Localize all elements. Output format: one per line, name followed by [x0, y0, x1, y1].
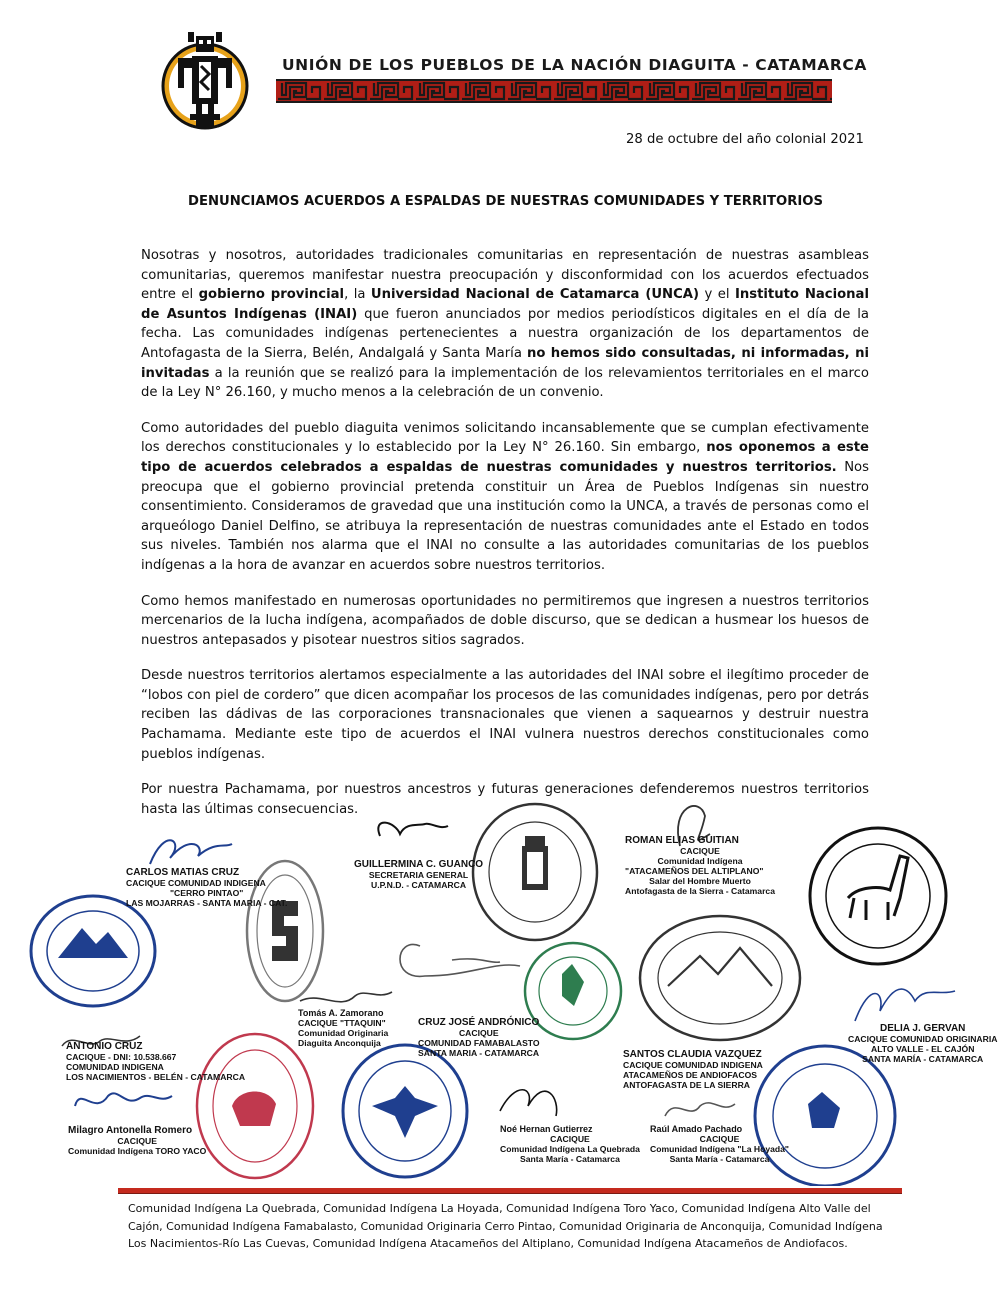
stamp-cerro-pintao	[31, 896, 155, 1006]
signature-zamorano-scribble	[300, 992, 392, 1002]
signature-block-antonio-cruz: ANTONIO CRUZ CACIQUE - DNI: 10.538.667 COMUNIDAD INDIGENA LOS NACIMIENTOS - BELÉN - CATAMARCA	[66, 1041, 246, 1082]
signature-romero-scribble	[75, 1093, 172, 1106]
stamp-unpnd	[473, 804, 597, 940]
stamp-nacion-diaguita	[810, 828, 946, 964]
paragraph-5: Por nuestra Pachamama, por nuestros ancestros y futuras generaciones defenderemos nuestros territorios hasta las últimas consecuencias.	[141, 782, 869, 817]
footer-communities-list: Comunidad Indígena La Quebrada, Comunidad Indígena La Hoyada, Comunidad Indígena Toro Yaco, Comunidad Indígena Alto Valle del Cajón, Comunidad Indígena Famabalasto, Comunidad Originaria Cerro Pintao, Comunidad Originaria de Anconquija, Comunidad Indígena Los Nacimientos-Río Las Cuevas, Comunidad Indígena Atacameños del Altiplano, Comunidad Indígena Atacameños de Andiofacos.	[128, 1202, 883, 1250]
signature-block-zamorano: Tomás A. Zamorano CACIQUE "TTAQUIN" Comunidad Originaria Diaguita Anconquija	[298, 1008, 389, 1048]
document-body	[141, 246, 869, 835]
signature-block-vazquez: SANTOS CLAUDIA VAZQUEZ CACIQUE COMUNIDAD INDIGENA ATACAMEÑOS DE ANDIOFACOS ANTOFAGASTA DE LA SIERRA	[623, 1049, 763, 1090]
organization-name: UNIÓN DE LOS PUEBLOS DE LA NACIÓN DIAGUITA - CATAMARCA	[282, 56, 867, 74]
stamp-la-quebrada	[343, 1045, 467, 1177]
signature-andronico-scribble	[400, 945, 520, 977]
decorative-pattern-band	[276, 79, 832, 103]
signature-pachado-scribble	[665, 1103, 735, 1116]
signature-block-andronico: CRUZ JOSÉ ANDRÓNICO CACIQUE COMUNIDAD FAMABALASTO SANTA MARIA - CATAMARCA	[418, 1017, 540, 1058]
signature-gutierrez-scribble	[500, 1090, 557, 1116]
organization-logo	[160, 28, 250, 134]
signature-block-cruz: CARLOS MATIAS CRUZ CACIQUE COMUNIDAD INDIGENA "CERRO PINTAO" LAS MOJARRAS - SANTA MARIA - CAT.	[126, 867, 288, 908]
stamp-atacamenos-altiplano	[640, 916, 800, 1040]
paragraph-3: Como hemos manifestado en numerosas oportunidades no permitiremos que ingresen a nuestros territorios mercenarios de la lucha indígena, acompañados de doble discurso, que se dedican a husmear los huesos de nuestros antepasados y pisotear nuestros sitios sagrados.	[141, 593, 869, 648]
stamp-la-hoyada	[755, 1046, 895, 1186]
signatures-section	[0, 786, 1000, 1186]
signature-block-gutierrez: Noé Hernan Gutierrez CACIQUE Comunidad Indígena La Quebrada Santa María - Catamarca	[500, 1124, 640, 1164]
signature-block-gervan: DELIA J. GERVAN CACIQUE COMUNIDAD ORIGINARIA ALTO VALLE - EL CAJÓN SANTA MARÍA - CATAMARCA	[848, 1023, 998, 1064]
signature-block-pachado: Raúl Amado Pachado CACIQUE Comunidad Indígena "La Hoyada" Santa María - Catamarca	[650, 1124, 789, 1164]
paragraph-4: Desde nuestros territorios alertamos especialmente a las autoridades del INAI sobre el ilegítimo proceder de “lobos con piel de cordero” que dicen acompañar los procesos de las comunidades indígenas, pero por detrás reciben las dádivas de las corporaciones transnacionales que vienen a saquearnos y destruir nuestra Pachamama. Mediante este tipo de acuerdos el INAI vulnera nuestros derechos constitucionales como pueblos indígenas.	[141, 668, 869, 762]
document-date: 28 de octubre del año colonial 2021	[626, 132, 864, 147]
paragraph-2: Como autoridades del pueblo diaguita venimos solicitando incansablemente que se cumplan efectivamente los derechos constitucionales y lo establecido por la Ley N° 26.160. Sin embargo, nos oponemos a este tipo de acuerdos celebrados a espaldas de nuestras comunidades y nuestros territorios. Nos preocupa que el gobierno provincial pretenda constituir un Área de Pueblos Indígenas sin nuestro consentimiento. Consideramos de gravedad que una institución como la UNCA, a través de personas como el arqueólogo Daniel Delfino, se atribuya la representación de nuestras comunidades ante el Estado en todos sus niveles. También nos alarma que el INAI no consulte a las autoridades comunitarias de los pueblos indígenas a la hora de avanzar en acuerdos sobre nuestros territorios.	[141, 420, 869, 573]
signature-gervan-scribble	[855, 989, 955, 1021]
signature-block-guanco: GUILLERMINA C. GUANCO SECRETARIA GENERAL U.P.N.D. - CATAMARCA	[354, 859, 484, 890]
signature-block-guitian: ROMAN ELIAS GUITIAN CACIQUE Comunidad Indígena "ATACAMEÑOS DEL ALTIPLANO" Salar del Hombre Muerto Antofagasta de la Sierra - Catamarca	[625, 835, 775, 896]
paragraph-1: Nosotras y nosotros, autoridades tradicionales comunitarias en representación de nuestras asambleas comunitarias, queremos manifestar nuestra preocupación y disconformidad con los acuerdos efectuados entre el gobierno provincial, la Universidad Nacional de Catamarca (UNCA) y el Instituto Nacional de Asuntos Indígenas (INAI) que fueron anunciados por medios periodísticos digitales en el día de la fecha. Las comunidades indígenas pertenecientes a nuestra organización de los departamentos de Antofagasta de la Sierra, Belén, Andalgalá y Santa María no hemos sido consultadas, ni informadas, ni invitadas a la reunión que se realizó para la implementación de los relevamientos territoriales en el marco de la Ley N° 26.160, y mucho menos a la celebración de un convenio.	[141, 248, 869, 401]
signature-cruz-scribble	[150, 840, 232, 864]
document-headline: DENUNCIAMOS ACUERDOS A ESPALDAS DE NUESTRAS COMUNIDADES Y TERRITORIOS	[188, 194, 824, 209]
footer-divider	[118, 1188, 902, 1194]
signature-guanco-scribble	[378, 823, 448, 836]
signature-block-romero: Milagro Antonella Romero CACIQUE Comunidad Indígena TORO YACO	[68, 1125, 207, 1156]
